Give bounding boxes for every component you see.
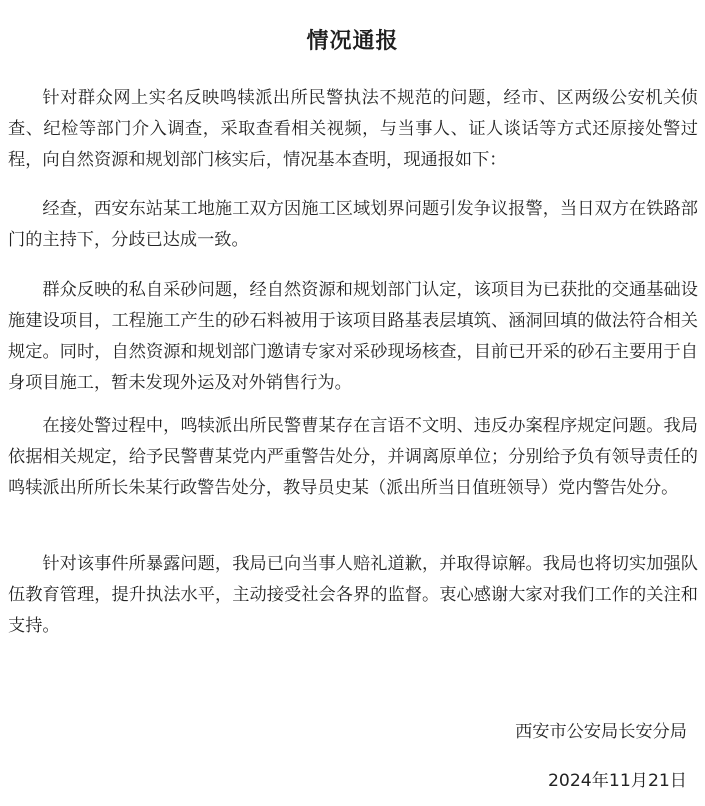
paragraph-apology: 针对该事件所暴露问题，我局已向当事人赔礼道歉，并取得谅解。我局也将切实加强队伍教育管理，提升执法水平，主动接受社会各界的监督。衷心感谢大家对我们工作的关注和支持。 [8, 554, 698, 636]
document-title: 情况通报 [306, 29, 399, 54]
signature-date: 2024年11月21日 [547, 771, 687, 791]
signature-organization: 西安市公安局长安分局 [515, 722, 687, 742]
paragraph-investigation: 经查，西安东站某工地施工双方因施工区域划界问题引发争议报警，当日双方在铁路部门的主持下，分歧已达成一致。 [8, 199, 698, 250]
paragraph-discipline: 在接处警过程中，鸣犊派出所民警曹某存在言语不文明、违反办案程序规定问题。我局依据相关规定，给予民警曹某党内严重警告处分，并调离原单位；分别给予负有领导责任的鸣犊派出所所长朱某行政警告处分，教导员史某（派出所当日值班领导）党内警告处分。 [8, 416, 698, 498]
paragraph-sand-mining: 群众反映的私自采砂问题，经自然资源和规划部门认定，该项目为已获批的交通基础设施建设项目，工程施工产生的砂石料被用于该项目路基表层填筑、涵洞回填的做法符合相关规定。同时，自然资源和规划部门邀请专家对采砂现场核查，目前已开采的砂石主要用于自身项目施工，暂未发现外运及对外销售行为。 [8, 280, 698, 393]
paragraph-intro: 针对群众网上实名反映鸣犊派出所民警执法不规范的问题，经市、区两级公安机关侦查、纪检等部门介入调查，采取查看相关视频，与当事人、证人谈话等方式还原接处警过程，向自然资源和规划部门核实后，情况基本查明，现通报如下： [8, 88, 698, 170]
